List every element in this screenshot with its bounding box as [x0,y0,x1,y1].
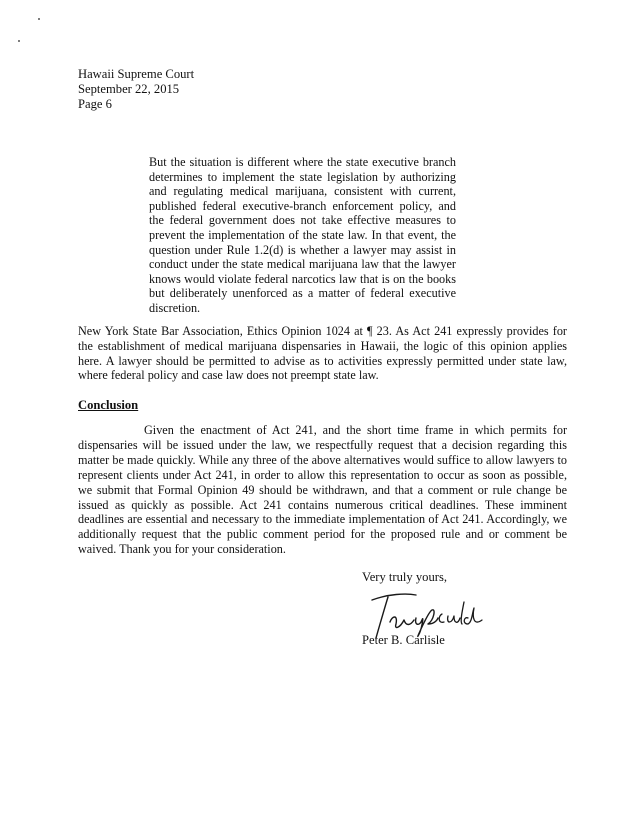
block-quote: But the situation is different where the state executive branch determines to implement the state legislation by authorizing and regulating medical marijuana, consistent with current, published federal executive-branch enforcement policy, and the federal government does not take effective measures to prevent the implementation of the state law. In that event, the question under Rule 1.2(d) is whether a lawyer may assist in conduct under the state medical marijuana law that the lawyer knows would violate federal narcotics law that is on the books but deliberately unenforced as a matter of federal executive discretion. [149,155,456,315]
recipient: Hawaii Supreme Court [78,67,195,81]
signature-stroke [439,602,482,624]
conclusion-paragraph: Given the enactment of Act 241, and the short time frame in which permits for dispensaries will be issued under the law, we respectfully request that a decision regarding this matter be made quickly. While any three of the above alternatives would suffice to allow lawyers to represent clients under Act 241, in order to allow this representation to occur as soon as possible, we submit that Formal Opinion 49 should be withdrawn, and that a comment or rule change be issued as quickly as possible. Act 241 contains numerous critical deadlines. These imminent deadlines are essential and necessary to the immediate implementation of Act 241. Accordingly, we additionally request that the public comment period for the proposed rule and or comment be waived. Thank you for your consideration. [78,423,567,557]
signature-stroke [372,594,438,638]
conclusion-heading: Conclusion [78,398,139,412]
signer-name: Peter B. Carlisle [362,633,445,647]
page-number: Page 6 [78,97,112,111]
scan-speck [38,18,40,20]
letter-header [78,67,194,112]
citation-paragraph: New York State Bar Association, Ethics Opinion 1024 at ¶ 23. As Act 241 expressly provides for the establishment of medical marijuana dispensaries in Hawaii, the logic of this opinion applies here. A lawyer should be permitted to advise as to activities expressly permitted under state law, where federal policy and case law does not preempt state law. [78,324,567,383]
letter-date: September 22, 2015 [78,82,180,96]
closing-salutation: Very truly yours, [362,570,447,584]
scan-speck [18,40,20,42]
